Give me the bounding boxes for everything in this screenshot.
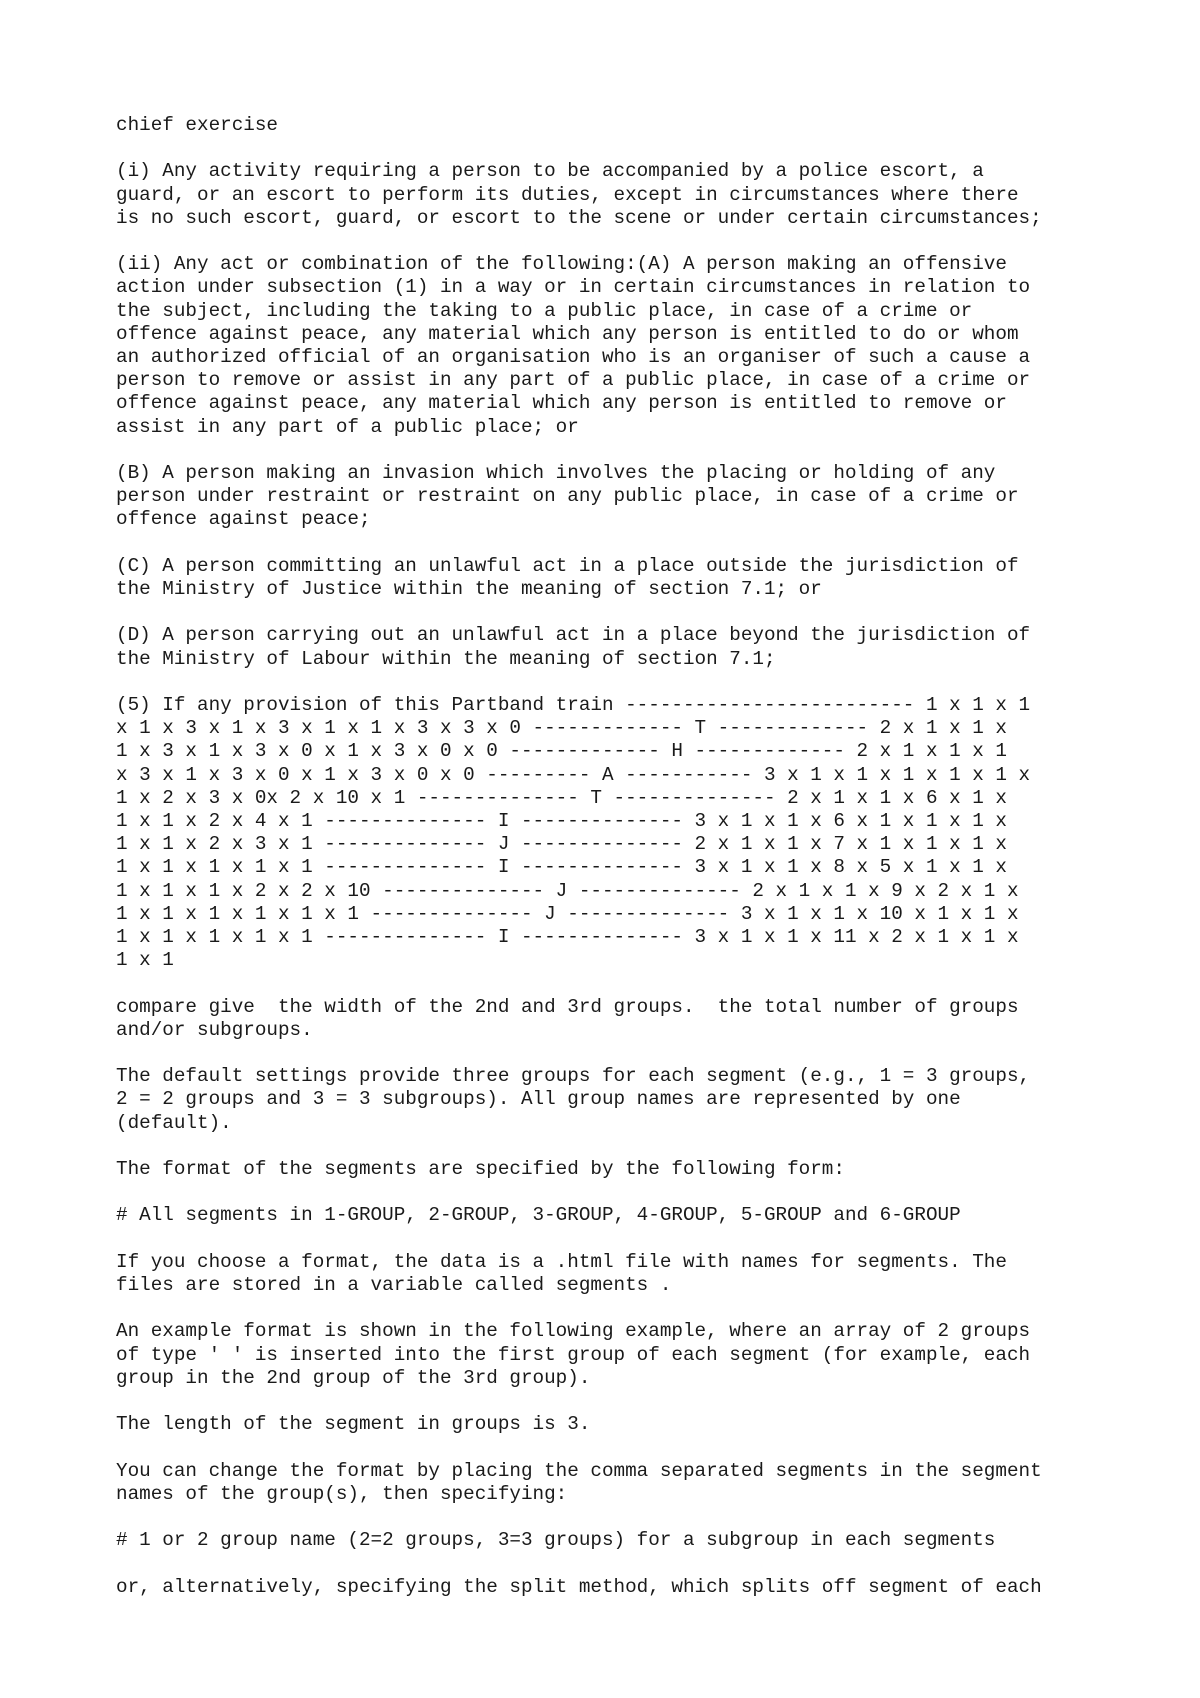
paragraph-example-format: An example format is shown in the following example, where an array of 2 groups of type ' ' is inserted into the first group of each segment (for example, each group in the 2nd group of the 3rd group).	[116, 1320, 1031, 1389]
paragraph-format-intro: The format of the segments are specified by the following form:	[116, 1158, 845, 1180]
paragraph-split-method: or, alternatively, specifying the split method, which splits off segment of each	[116, 1575, 1042, 1598]
paragraph-clause-i: (i) Any activity requiring a person to be accompanied by a police escort, a guard, or an escort to perform its duties, except in circumstances where there is no such escort, guard, or escort to the scene or under certain circumstances;	[116, 160, 1042, 229]
paragraph-change-format: You can change the format by placing the comma separated segments in the segment names of the group(s), then specifying:	[116, 1459, 1042, 1505]
paragraph-compare: compare give the width of the 2nd and 3rd groups. the total number of groups and/or subgroups.	[116, 995, 1019, 1041]
paragraph-default-settings: The default settings provide three groups for each segment (e.g., 1 = 3 groups, 2 = 2 groups and 3 = 3 subgroups). All group names are represented by one (default).	[116, 1065, 1031, 1134]
paragraph-clause-ii: (ii) Any act or combination of the following:(A) A person making an offensive action under subsection (1) in a way or in certain circumstances in relation to the subject, including the taking to a public place, in case of a crime or offence against peace, any material which any person is entitled to do or whom an authorized official of an organisation who is an organiser of such a cause a person to remove or assist in any part of a public place, in case of a crime or offence against peace, any material which any person is entitled to remove or assist in any part of a public place; or	[116, 253, 1031, 438]
paragraph-segment-length: The length of the segment in groups is 3.	[116, 1413, 591, 1436]
paragraph-provision-5: (5) If any provision of this Partband train ------------------------- 1 x 1 x 1 x 1 x 3 x 1 x 3 x 1 x 1 x 3 x 3 x 0 ------------- T ------------- 2 x 1 x 1 x 1 x 3 x 1 x 3 x 0 x 1 x 3 x 0 x 0 ------------- H ------------- 2 x 1 x 1 x 1 x 3 x 1 x 3 x 0 x 1 x 3 x 0 x 0 --------- A ----------- 3 x 1 x 1 x 1 x 1 x 1 x 1 x 2 x 3 x 0x 2 x 10 x 1 -------------- T -------------- 2 x 1 x 1 x 6 x 1 x 1 x 1 x 2 x 4 x 1 -------------- I -------------- 3 x 1 x 1 x 6 x 1 x 1 x 1 x 1 x 1 x 2 x 3 x 1 -------------- J -------------- 2 x 1 x 1 x 7 x 1 x 1 x 1 x 1 x 1 x 1 x 1 x 1 -------------- I -------------- 3 x 1 x 1 x 8 x 5 x 1 x 1 x 1 x 1 x 1 x 2 x 2 x 10 -------------- J -------------- 2 x 1 x 1 x 9 x 2 x 1 x 1 x 1 x 1 x 1 x 1 x 1 -------------- J -------------- 3 x 1 x 1 x 10 x 1 x 1 x 1 x 1 x 1 x 1 x 1 -------------- I -------------- 3 x 1 x 1 x 11 x 2 x 1 x 1 x 1 x 1	[116, 693, 1031, 972]
code-comment-all-segments: # All segments in 1-GROUP, 2-GROUP, 3-GROUP, 4-GROUP, 5-GROUP and 6-GROUP	[116, 1204, 961, 1227]
code-comment-group-name: # 1 or 2 group name (2=2 groups, 3=3 groups) for a subgroup in each segments	[116, 1529, 996, 1552]
heading-line: chief exercise	[116, 114, 278, 136]
paragraph-clause-d: (D) A person carrying out an unlawful act in a place beyond the jurisdiction of the Ministry of Labour within the meaning of section 7.1;	[116, 624, 1031, 670]
paragraph-choose-format: If you choose a format, the data is a .html file with names for segments. The files are stored in a variable called segments .	[116, 1250, 1007, 1296]
paragraph-clause-c: (C) A person committing an unlawful act in a place outside the jurisdiction of the Ministry of Justice within the meaning of section 7.1; or	[116, 554, 1019, 600]
paragraph-clause-b: (B) A person making an invasion which involves the placing or holding of any person under restraint or restraint on any public place, in case of a crime or offence against peace;	[116, 462, 1019, 531]
document-page	[116, 114, 1116, 1622]
